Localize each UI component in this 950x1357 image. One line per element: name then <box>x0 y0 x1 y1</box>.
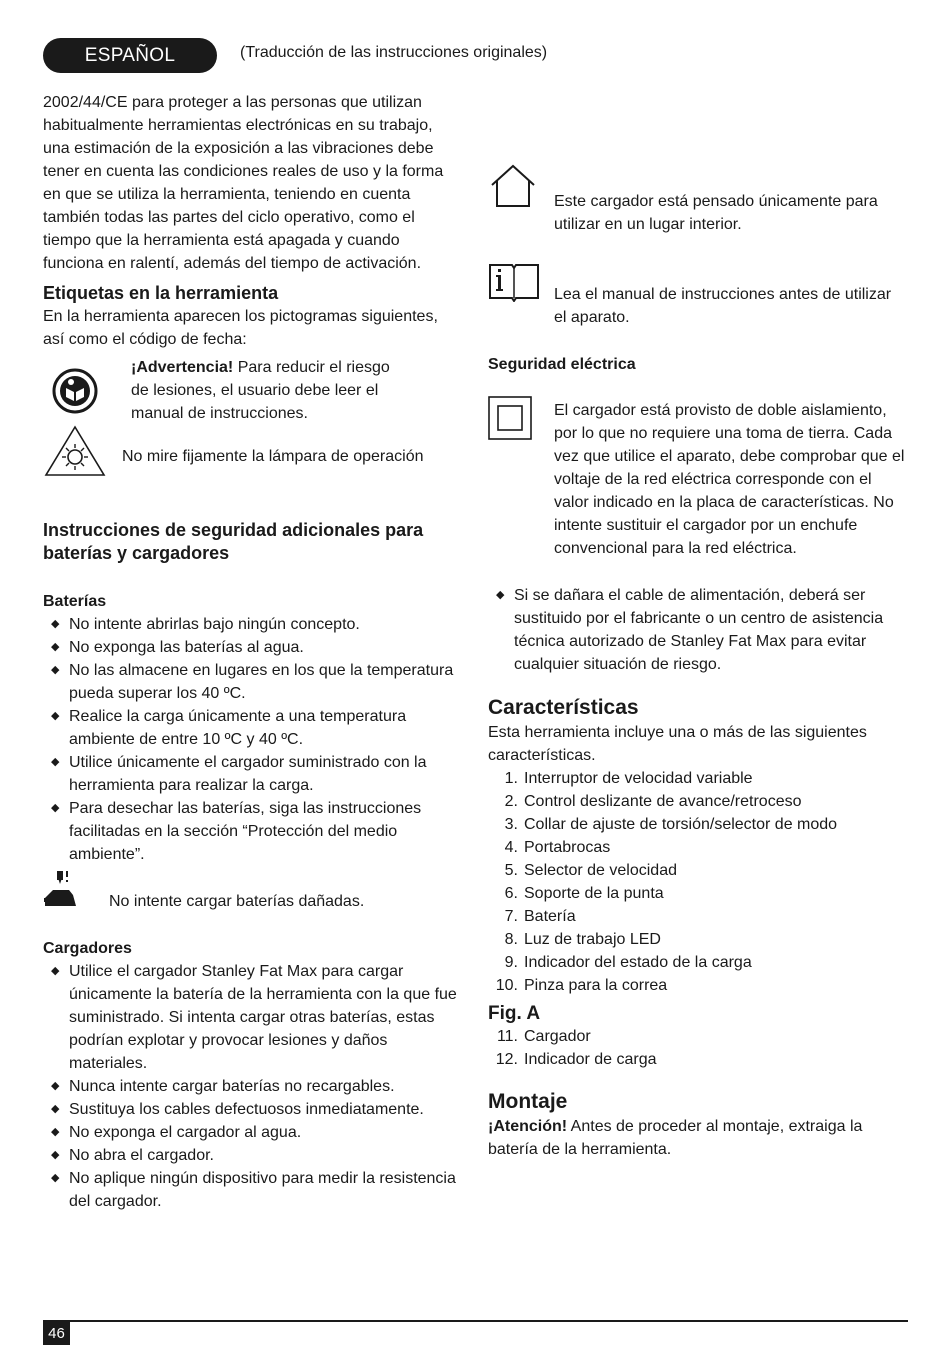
assembly-paragraph <box>488 1115 908 1161</box>
warning-text-block <box>131 356 411 425</box>
read-manual-icon <box>52 368 98 414</box>
damaged-battery-icon <box>43 868 79 908</box>
fig-heading: Fig. A <box>488 1003 541 1024</box>
list-item: 6. Soporte de la punta <box>504 885 664 902</box>
chargers-section <box>43 937 465 1213</box>
batteries-list <box>43 613 463 866</box>
list-item: 2. Control deslizante de avance/retroceso <box>504 793 802 810</box>
warning-text: Para reducir el riesgo de lesiones, el usuario debe leer el manual de instrucciones. <box>131 359 390 422</box>
list-item: 1. Interruptor de velocidad variable <box>504 770 753 787</box>
labels-paragraph: En la herramienta aparecen los pictogramas siguientes, así como el código de fecha: <box>43 308 438 348</box>
manual-book-icon <box>488 262 540 302</box>
list-item: ◆ Sustituya los cables defectuosos inmediatamente. <box>43 1098 465 1121</box>
list-item: ◆ No exponga el cargador al agua. <box>43 1121 465 1144</box>
double-insulation-icon <box>488 396 532 440</box>
list-item: ◆ Utilice el cargador Stanley Fat Max para cargar únicamente la batería de la herramienta con la que fue suministrado. Si intenta cargar otras baterías, estas podrían explotar y provocar lesiones y daños materiales. <box>43 960 465 1075</box>
manual-text: Lea el manual de instrucciones antes de utilizar el aparato. <box>554 286 892 326</box>
list-item: ◆ No exponga las baterías al agua. <box>43 636 463 659</box>
house-icon <box>488 163 538 209</box>
page-number: 46 <box>43 1321 70 1345</box>
electrical-text: El cargador está provisto de doble aislamiento, por lo que no requiere una toma de tierra. Cada vez que utilice el aparato, debe comprobar que el voltaje de la red eléctrica corresponde con el valor indicado en la placa de características. No intente sustituir el cargador por un enchufe convencional para la red eléctrica. <box>554 402 905 557</box>
list-item: ◆ Si se dañara el cable de alimentación, deberá ser sustituido por el fabricante o un centro de asistencia técnica autorizado de Stanley Fat Max para evitar cualquier situación de riesgo. <box>488 584 888 676</box>
list-item: 10. Pinza para la correa <box>495 977 668 994</box>
chargers-list <box>43 960 465 1213</box>
footer-rule <box>43 1320 908 1322</box>
assembly-heading: Montaje <box>488 1090 568 1113</box>
safety-heading: Instrucciones de seguridad adicionales para baterías y cargadores <box>43 520 424 563</box>
indoor-text: Este cargador está pensado únicamente para utilizar en un lugar interior. <box>554 193 878 233</box>
batteries-section <box>43 590 463 866</box>
list-item: 11. Cargador <box>496 1028 591 1045</box>
electrical-section <box>488 353 908 376</box>
assembly-text: Antes de proceder al montaje, extraiga la batería de la herramienta. <box>488 1118 863 1158</box>
list-item: 3. Collar de ajuste de torsión/selector de modo <box>504 816 838 833</box>
list-item: ◆ No abra el cargador. <box>43 1144 465 1167</box>
features-section <box>488 695 908 1161</box>
electrical-heading: Seguridad eléctrica <box>488 356 636 373</box>
list-item: ◆ No aplique ningún dispositivo para medir la resistencia del cargador. <box>43 1167 465 1213</box>
assembly-bold: ¡Atención! <box>488 1118 568 1135</box>
lamp-warning-icon <box>43 424 107 478</box>
list-item: 4. Portabrocas <box>504 839 611 856</box>
list-item: ◆ Realice la carga únicamente a una temperatura ambiente de entre 10 ºC y 40 ºC. <box>43 705 463 751</box>
features-list <box>488 767 908 997</box>
damaged-text: No intente cargar baterías dañadas. <box>109 893 365 910</box>
list-item: 9. Indicador del estado de la carga <box>504 954 752 971</box>
cable-section <box>488 584 888 676</box>
safety-section <box>43 519 463 565</box>
list-item: 5. Selector de velocidad <box>504 862 677 879</box>
list-item: 8. Luz de trabajo LED <box>504 931 661 948</box>
list-item: ◆ Nunca intente cargar baterías no recargables. <box>43 1075 465 1098</box>
warning-bold: ¡Advertencia! <box>131 359 234 376</box>
lamp-text: No mire fijamente la lámpara de operación <box>122 448 424 465</box>
list-item: 7. Batería <box>504 908 576 925</box>
page-subtitle: (Traducción de las instrucciones originales) <box>240 44 548 61</box>
intro-paragraph: 2002/44/CE para proteger a las personas que utilizan habitualmente herramientas electrónicas en su trabajo, una estimación de la exposición a las vibraciones debe tener en cuenta las condiciones reales de uso y la forma en que se utiliza la herramienta, teniendo en cuenta también todas las partes del ciclo operativo, como el tiempo que la herramienta está apagada y cuando funciona en ralentí, además del tiempo de activación. <box>43 94 444 272</box>
batteries-heading: Baterías <box>43 593 107 610</box>
language-badge <box>43 38 217 73</box>
list-item: ◆ No intente abrirlas bajo ningún concepto. <box>43 613 463 636</box>
list-item: ◆ Utilice únicamente el cargador suministrado con la herramienta para realizar la carga. <box>43 751 463 797</box>
features-intro: Esta herramienta incluye una o más de las siguientes características. <box>488 724 867 764</box>
fig-list <box>488 1025 908 1071</box>
chargers-heading: Cargadores <box>43 940 132 957</box>
features-heading: Características <box>488 696 639 719</box>
labels-heading: Etiquetas en la herramienta <box>43 283 279 303</box>
list-item: ◆ Para desechar las baterías, siga las instrucciones facilitadas en la sección “Protección del medio ambiente”. <box>43 797 463 866</box>
list-item: 12. Indicador de carga <box>495 1051 657 1068</box>
language-label: ESPAÑOL <box>84 44 176 66</box>
list-item: ◆ No las almacene en lugares en los que la temperatura pueda superar los 40 ºC. <box>43 659 463 705</box>
left-column <box>43 91 458 351</box>
